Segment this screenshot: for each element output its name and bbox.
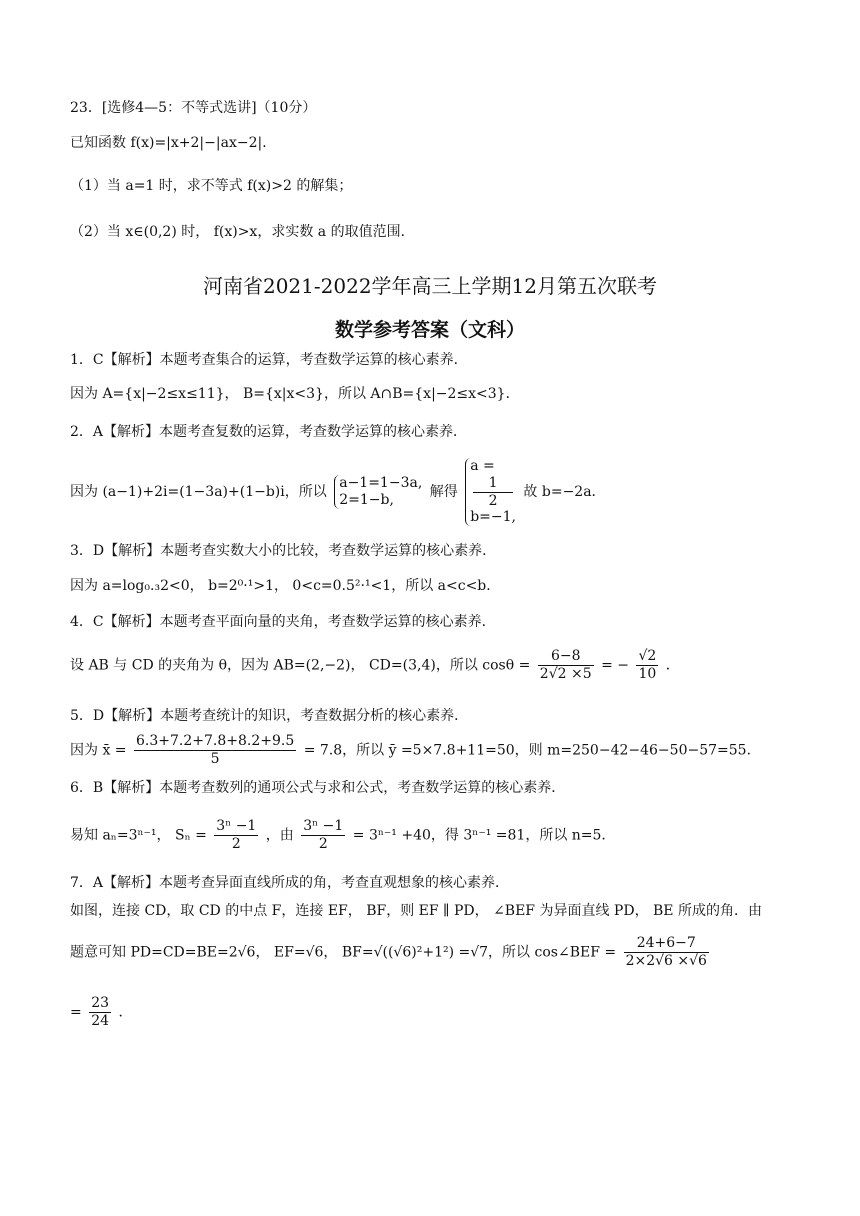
answer-6-mid: ，由 — [265, 827, 294, 844]
answer-2-pre: 因为 (a−1)+2i=(1−3a)+(1−b)i，所以 — [70, 484, 327, 501]
exam-title: 河南省2021-2022学年高三上学期12月第五次联考 — [202, 274, 657, 298]
answer-6-body — [70, 818, 615, 853]
answer-7-line-2 — [70, 935, 712, 970]
answer-3-head: 3．D【解析】本题考查实数大小的比较，考查数学运算的核心素养． — [70, 543, 497, 559]
answer-7-result-num: 23 — [91, 995, 110, 1011]
answer-3-body: 因为 a=log₀.₃2<0， b=2⁰·¹>1， 0<c=0.5²·¹<1，所以 a<c<b． — [70, 578, 501, 594]
answer-7-fraction-den: 2×2√6 ×√6 — [625, 952, 707, 969]
answer-5-fraction-den: 5 — [210, 750, 220, 767]
answer-4-fraction-1 — [538, 648, 594, 683]
answer-4-eq: = − — [601, 657, 629, 674]
answer-6-pre: 易知 aₙ=3ⁿ⁻¹， Sₙ = — [70, 827, 207, 844]
answer-4-pre: 设 AB 与 CD 的夹角为 θ，因为 AB=(2,−2)， CD=(3,4)，所以 cosθ = — [70, 657, 531, 674]
answer-5-pre: 因为 x̄ = — [70, 742, 127, 759]
answer-2-mid: 解得 — [429, 484, 458, 501]
problem-23-q2: （2）当 x∈(0,2) 时， f(x)>x，求实数 a 的取值范围． — [70, 224, 415, 240]
answer-6-fraction-2 — [301, 818, 345, 853]
problem-23-q1: （1）当 a=1 时，求不等式 f(x)>2 的解集； — [70, 178, 353, 194]
answer-4-fraction-1-den: 2√2 ×5 — [539, 665, 592, 682]
answer-4-fraction-2-den: 10 — [638, 665, 657, 682]
answer-6-post: = 3ⁿ⁻¹ +40，得 3ⁿ⁻¹ =81，所以 n=5． — [352, 827, 616, 844]
answer-5-head: 5．D【解析】本题考查统计的知识，考查数据分析的核心素养． — [70, 708, 469, 724]
answer-7-fraction — [624, 935, 709, 970]
answer-7-line-1: 如图，连接 CD，取 CD 的中点 F，连接 EF， BF，则 EF ∥ PD， ∠BEF 为异面直线 PD， BE 所成的角．由 — [70, 903, 762, 919]
answer-7-fraction-num: 24+6−7 — [624, 935, 709, 953]
answer-2-body — [70, 458, 606, 526]
answer-4-fraction-2-num: √2 — [638, 648, 657, 664]
answer-1-body: 因为 A={x|−2≤x≤11}， B={x|x<3}，所以 A∩B={x|−2≤x<3}． — [70, 386, 520, 402]
answer-6-fraction-1 — [214, 818, 258, 853]
answer-6-fraction-1-num: 3ⁿ −1 — [216, 818, 257, 834]
answer-5-fraction — [134, 733, 296, 768]
answer-6-head: 6．B【解析】本题考查数列的通项公式与求和公式，考查数学运算的核心素养． — [70, 780, 566, 796]
answer-2-system-1-line-2: 2=1−b, — [339, 492, 394, 509]
answer-1-head: 1．C【解析】本题考查集合的运算，考查数学运算的核心素养． — [70, 352, 468, 368]
answer-7-result-den: 24 — [91, 1012, 110, 1029]
answer-7-line-2-pre: 题意可知 PD=CD=BE=2√6， EF=√6， BF=√((√6)²+1²) =√7，所以 cos∠BEF = — [70, 944, 617, 961]
answer-2-half-den: 2 — [488, 492, 498, 509]
answer-4-head: 4．C【解析】本题考查平面向量的夹角，考查数学运算的核心素养． — [70, 614, 496, 630]
answer-2-end: 故 b=−2a． — [523, 484, 606, 501]
answer-4-body — [70, 648, 680, 683]
answer-5-body — [70, 733, 761, 768]
answer-2-half-fraction — [473, 475, 513, 510]
answer-6-fraction-2-den: 2 — [318, 835, 328, 852]
answer-7-line-3-end: ． — [118, 1004, 133, 1021]
answer-4-end: ． — [665, 657, 680, 674]
answer-4-fraction-1-num: 6−8 — [538, 648, 594, 666]
answer-2-half-num: 1 — [473, 475, 513, 493]
answer-2-system-2-line-1 — [470, 458, 516, 509]
answer-6-fraction-1-den: 2 — [231, 835, 241, 852]
problem-23-intro: 已知函数 f(x)=|x+2|−|ax−2|． — [70, 135, 277, 151]
answer-7-result-fraction — [89, 995, 111, 1030]
answer-7-head: 7．A【解析】本题考查异面直线所成的角，考查直观想象的核心素养． — [70, 875, 510, 891]
answer-2-system-2 — [465, 458, 516, 526]
problem-23-header: 23．[选修4—5：不等式选讲]（10分） — [70, 100, 317, 116]
answer-2-system-2-a: a = — [470, 458, 495, 474]
answer-2-head: 2．A【解析】本题考查复数的运算，考查数学运算的核心素养． — [70, 424, 468, 440]
answer-5-fraction-num: 6.3+7.2+7.8+8.2+9.5 — [135, 733, 295, 749]
answer-6-fraction-2-num: 3ⁿ −1 — [303, 818, 344, 834]
answer-2-system-1-line-1: a−1=1−3a, — [339, 475, 423, 492]
answer-4-fraction-2 — [636, 648, 658, 683]
answer-key-title: 数学参考答案（文科） — [334, 319, 525, 341]
answer-7-line-3 — [70, 995, 132, 1030]
answer-5-post: = 7.8，所以 ȳ =5×7.8+11=50，则 m=250−42−46−50−57=55． — [303, 742, 761, 759]
answer-2-system-1 — [334, 475, 422, 509]
answer-7-line-3-pre: = — [70, 1004, 82, 1021]
answer-2-system-2-line-2: b=−1, — [470, 509, 516, 526]
